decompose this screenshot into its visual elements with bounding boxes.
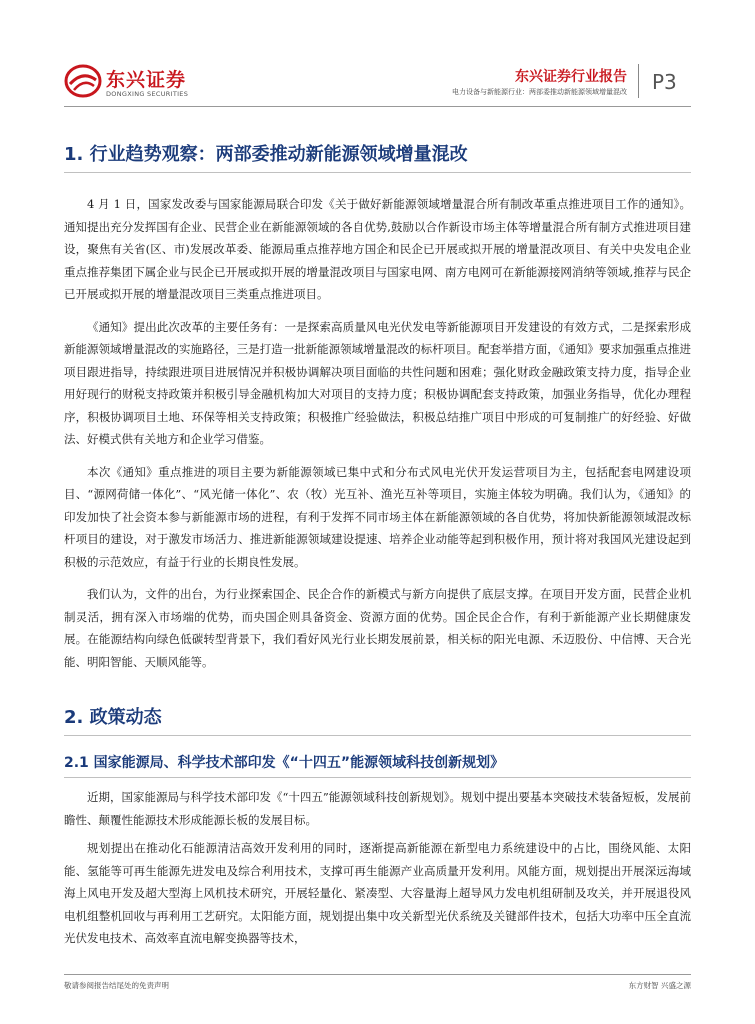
footer-slogan: 东方财智 兴盛之源 xyxy=(628,981,691,990)
logo-english-name: DONGXING SECURITIES xyxy=(106,90,189,98)
section-1-paragraph: 本次《通知》重点推进的项目主要为新能源领域已集中式和分布式风电光伏开发运营项目为主，包括配套电网建设项目、“源网荷储一体化”、“风光储一体化”、农（牧）光互补、渔光互补等项目，实施主体较为明确。我们认为，《通知》的印发加快了社会资本参与新能源市场的进程，有利于发挥不同市场主体在新能源领域的各自优势，将加快新能源领域混改标杆项目的建设，对于激发市场活力、推进新能源领域建设提速、培养企业动能等起到积极作用，预计将对我国风光建设起到积极的示范效应，有益于行业的长期良性发展。 xyxy=(64,464,691,569)
section-2-heading: 2. 政策动态 xyxy=(64,703,691,736)
report-body xyxy=(64,140,691,950)
logo-chinese-name: 东兴证券 xyxy=(106,69,187,91)
page-header xyxy=(0,0,755,112)
footer-rule xyxy=(64,974,691,975)
footer-disclaimer: 敬请参阅报告结尾处的免责声明 xyxy=(64,981,169,990)
section-1-paragraph: 4 月 1 日，国家发改委与国家能源局联合印发《关于做好新能源领域增量混合所有制改革重点推进项目工作的通知》。通知提出充分发挥国有企业、民营企业在新能源领域的各自优势,鼓励以合作新设市场主体等增量混合所有制方式推进项目建设，聚焦有关省(区、市)发展改革委、能源局重点推荐地方国企和民企已开展或拟开展的增量混改项目、有关中央发电企业重点推荐集团下属企业与民企已开展或拟开展的增量混改项目与国家电网、南方电网可在新能源接网消纳等领域,推荐与民企已开展或拟开展的增量混改项目三类重点推进项目。 xyxy=(64,197,691,301)
report-title: 东兴证券行业报告 xyxy=(515,69,627,85)
section-1-paragraph: 我们认为，文件的出台，为行业探索国企、民企合作的新模式与新方向提供了底层支撑。在项目开发方面，民营企业机制灵活，拥有深入市场端的优势，而央国企则具备资金、资源方面的优势。国企民企合作，有利于新能源产业长期健康发展。在能源结构向绿色低碳转型背景下，我们看好风光行业长期发展前景，相关标的阳光电源、禾迈股份、中信博、天合光能、明阳智能、天顺风能等。 xyxy=(64,587,691,669)
section-1-paragraph: 《通知》提出此次改革的主要任务有：一是探索高质量风电光伏发电等新能源项目开发建设的有效方式，二是探索形成新能源领域增量混改的实施路径，三是打造一批新能源领域增量混改的标杆项目。配套举措方面，《通知》要求加强重点推进项目跟进指导，持续跟进项目进展情况并积极协调解决项目面临的共性问题和困难；强化财政金融政策支持力度，指导企业用好现行的财税支持政策并积极引导金融机构加大对项目的支持力度；积极协调配套支持政策，加强业务指导，优化办理程序，积极协调项目土地、环保等相关支持政策；积极推广经验做法，积极总结推广项目中形成的可复制推广的好经验、好做法、好模式供有关地方和企业学习借鉴。 xyxy=(64,319,691,446)
section-2-1-paragraph: 规划提出在推动化石能源清洁高效开发利用的同时，逐渐提高新能源在新型电力系统建设中的占比，围绕风能、太阳能、氢能等可再生能源先进发电及综合利用技术，支撑可再生能源产业高质量开发利用。风能方面，规划提出开展深远海域海上风电开发及超大型海上风机技术研究，开展轻量化、紧凑型、大容量海上超导风力发电机组研制及攻关，并开展退役风电机组整机回收与再利用工艺研究。太阳能方面，规划提出集中攻关新型光伏系统及关键部件技术，包括大功率中压全直流光伏发电技术、高效率直流电解变换器等技术， xyxy=(64,841,691,945)
section-2-1-heading: 2.1 国家能源局、科学技术部印发《“十四五”能源领域科技创新规划》 xyxy=(64,752,691,778)
report-subtitle: 电力设备与新能源行业：两部委推动新能源领域增量混改 xyxy=(452,88,627,96)
header-rule xyxy=(64,106,691,107)
page-number: P3 xyxy=(652,70,677,94)
section-1-heading: 1. 行业趋势观察：两部委推动新能源领域增量混改 xyxy=(64,140,691,173)
section-2-1-paragraph: 近期，国家能源局与科学技术部印发《“十四五”能源领域科技创新规划》。规划中提出要基本突破技术装备短板，发展前瞻性、颠覆性能源技术形成能源长板的发展目标。 xyxy=(64,790,692,827)
company-logo xyxy=(64,62,194,102)
dongxing-logo-icon xyxy=(64,64,102,98)
header-divider xyxy=(638,64,639,98)
